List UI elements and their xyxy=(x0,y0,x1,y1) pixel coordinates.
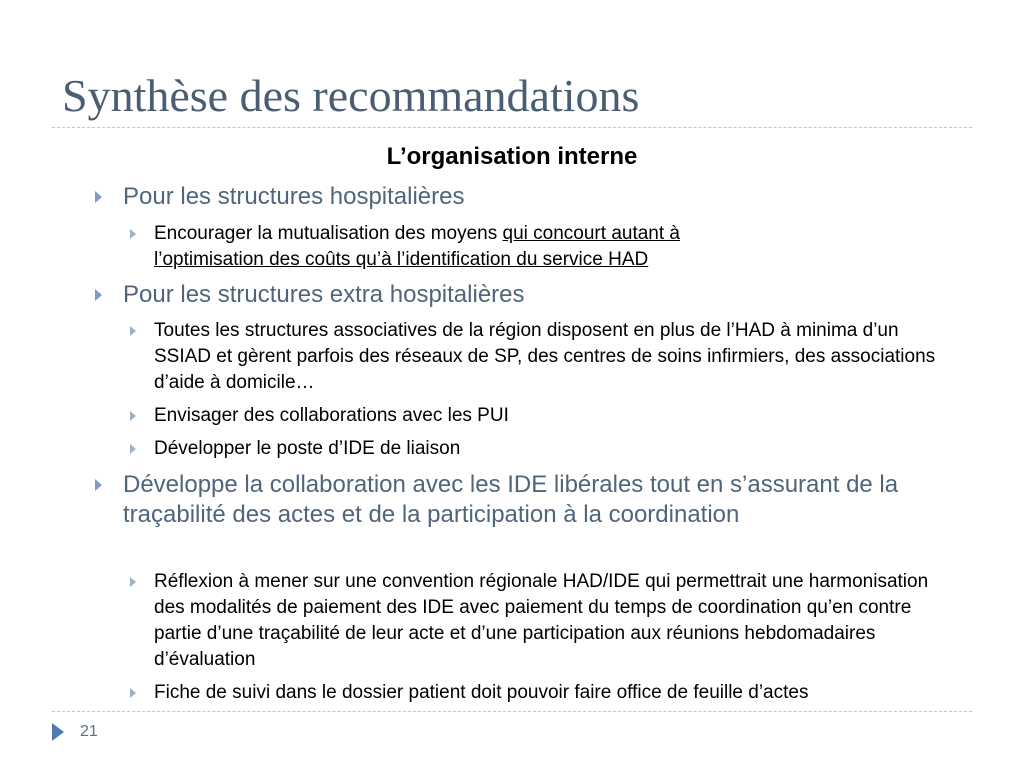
slide-subtitle: L’organisation interne xyxy=(386,143,638,170)
sub-bullet-text: Toutes les structures associatives de la région disposent en plus de l’HAD à minima d’un SSIAD et gèrent parfois des réseaux de SP, des centres de soins infirmiers, des associations d’aide à domicile… xyxy=(154,320,936,393)
sub-bullet-icon xyxy=(130,688,136,698)
sub-bullet-fiche-de-suivi xyxy=(154,680,954,706)
bullet-collaboration-ide-liberales xyxy=(123,470,943,530)
sub-bullet-icon xyxy=(130,326,136,336)
sub-bullet-text: Envisager des collaborations avec les PUI xyxy=(154,405,509,426)
footer-divider xyxy=(52,711,972,712)
bullet-text: Développe la collaboration avec les IDE libérales tout en s’assurant de la traçabilité des actes et de la participation à la coordination xyxy=(123,471,899,528)
bullet-icon xyxy=(95,479,102,491)
bullet-structures-extra-hospitalieres xyxy=(123,280,943,310)
sub-bullet-mutualisation xyxy=(154,221,954,273)
sub-bullet-text: Développer le poste d’IDE de liaison xyxy=(154,438,461,459)
sub-bullet-icon xyxy=(130,411,136,421)
triangle-right-icon xyxy=(52,723,64,741)
bullet-icon xyxy=(95,191,102,203)
bullet-structures-hospitalieres xyxy=(123,182,943,212)
page-number: 21 xyxy=(80,723,98,740)
sub-bullet-icon xyxy=(130,229,136,239)
sub-bullet-text-plain: Encourager la mutualisation des moyens xyxy=(154,223,503,244)
bullet-text: Pour les structures hospitalières xyxy=(123,183,465,210)
slide-title: Synthèse des recommandations xyxy=(62,70,640,121)
sub-bullet-convention-regionale xyxy=(154,569,954,673)
sub-bullet-structures-associatives xyxy=(154,318,954,396)
sub-bullet-icon xyxy=(130,577,136,587)
sub-bullet-text-underlined: qui concourt autant à xyxy=(502,223,680,244)
bullet-icon xyxy=(95,289,102,301)
sub-bullet-text: Réflexion à mener sur une convention régionale HAD/IDE qui permettrait une harmonisation des modalités de paiement des IDE avec paiement du temps de coordination qu’en contre partie d’une traçabilité de leur acte et d’une participation aux réunions hebdomadaires d’évaluation xyxy=(154,571,929,670)
sub-bullet-text-underlined-cont: l’optimisation des coûts qu’à l’identification du service HAD xyxy=(154,249,649,270)
sub-bullet-text: Fiche de suivi dans le dossier patient doit pouvoir faire office de feuille d’actes xyxy=(154,682,809,703)
sub-bullet-ide-liaison xyxy=(154,436,954,462)
sub-bullet-icon xyxy=(130,444,136,454)
bullet-text: Pour les structures extra hospitalières xyxy=(123,281,525,308)
sub-bullet-collaborations-pui xyxy=(154,403,954,429)
